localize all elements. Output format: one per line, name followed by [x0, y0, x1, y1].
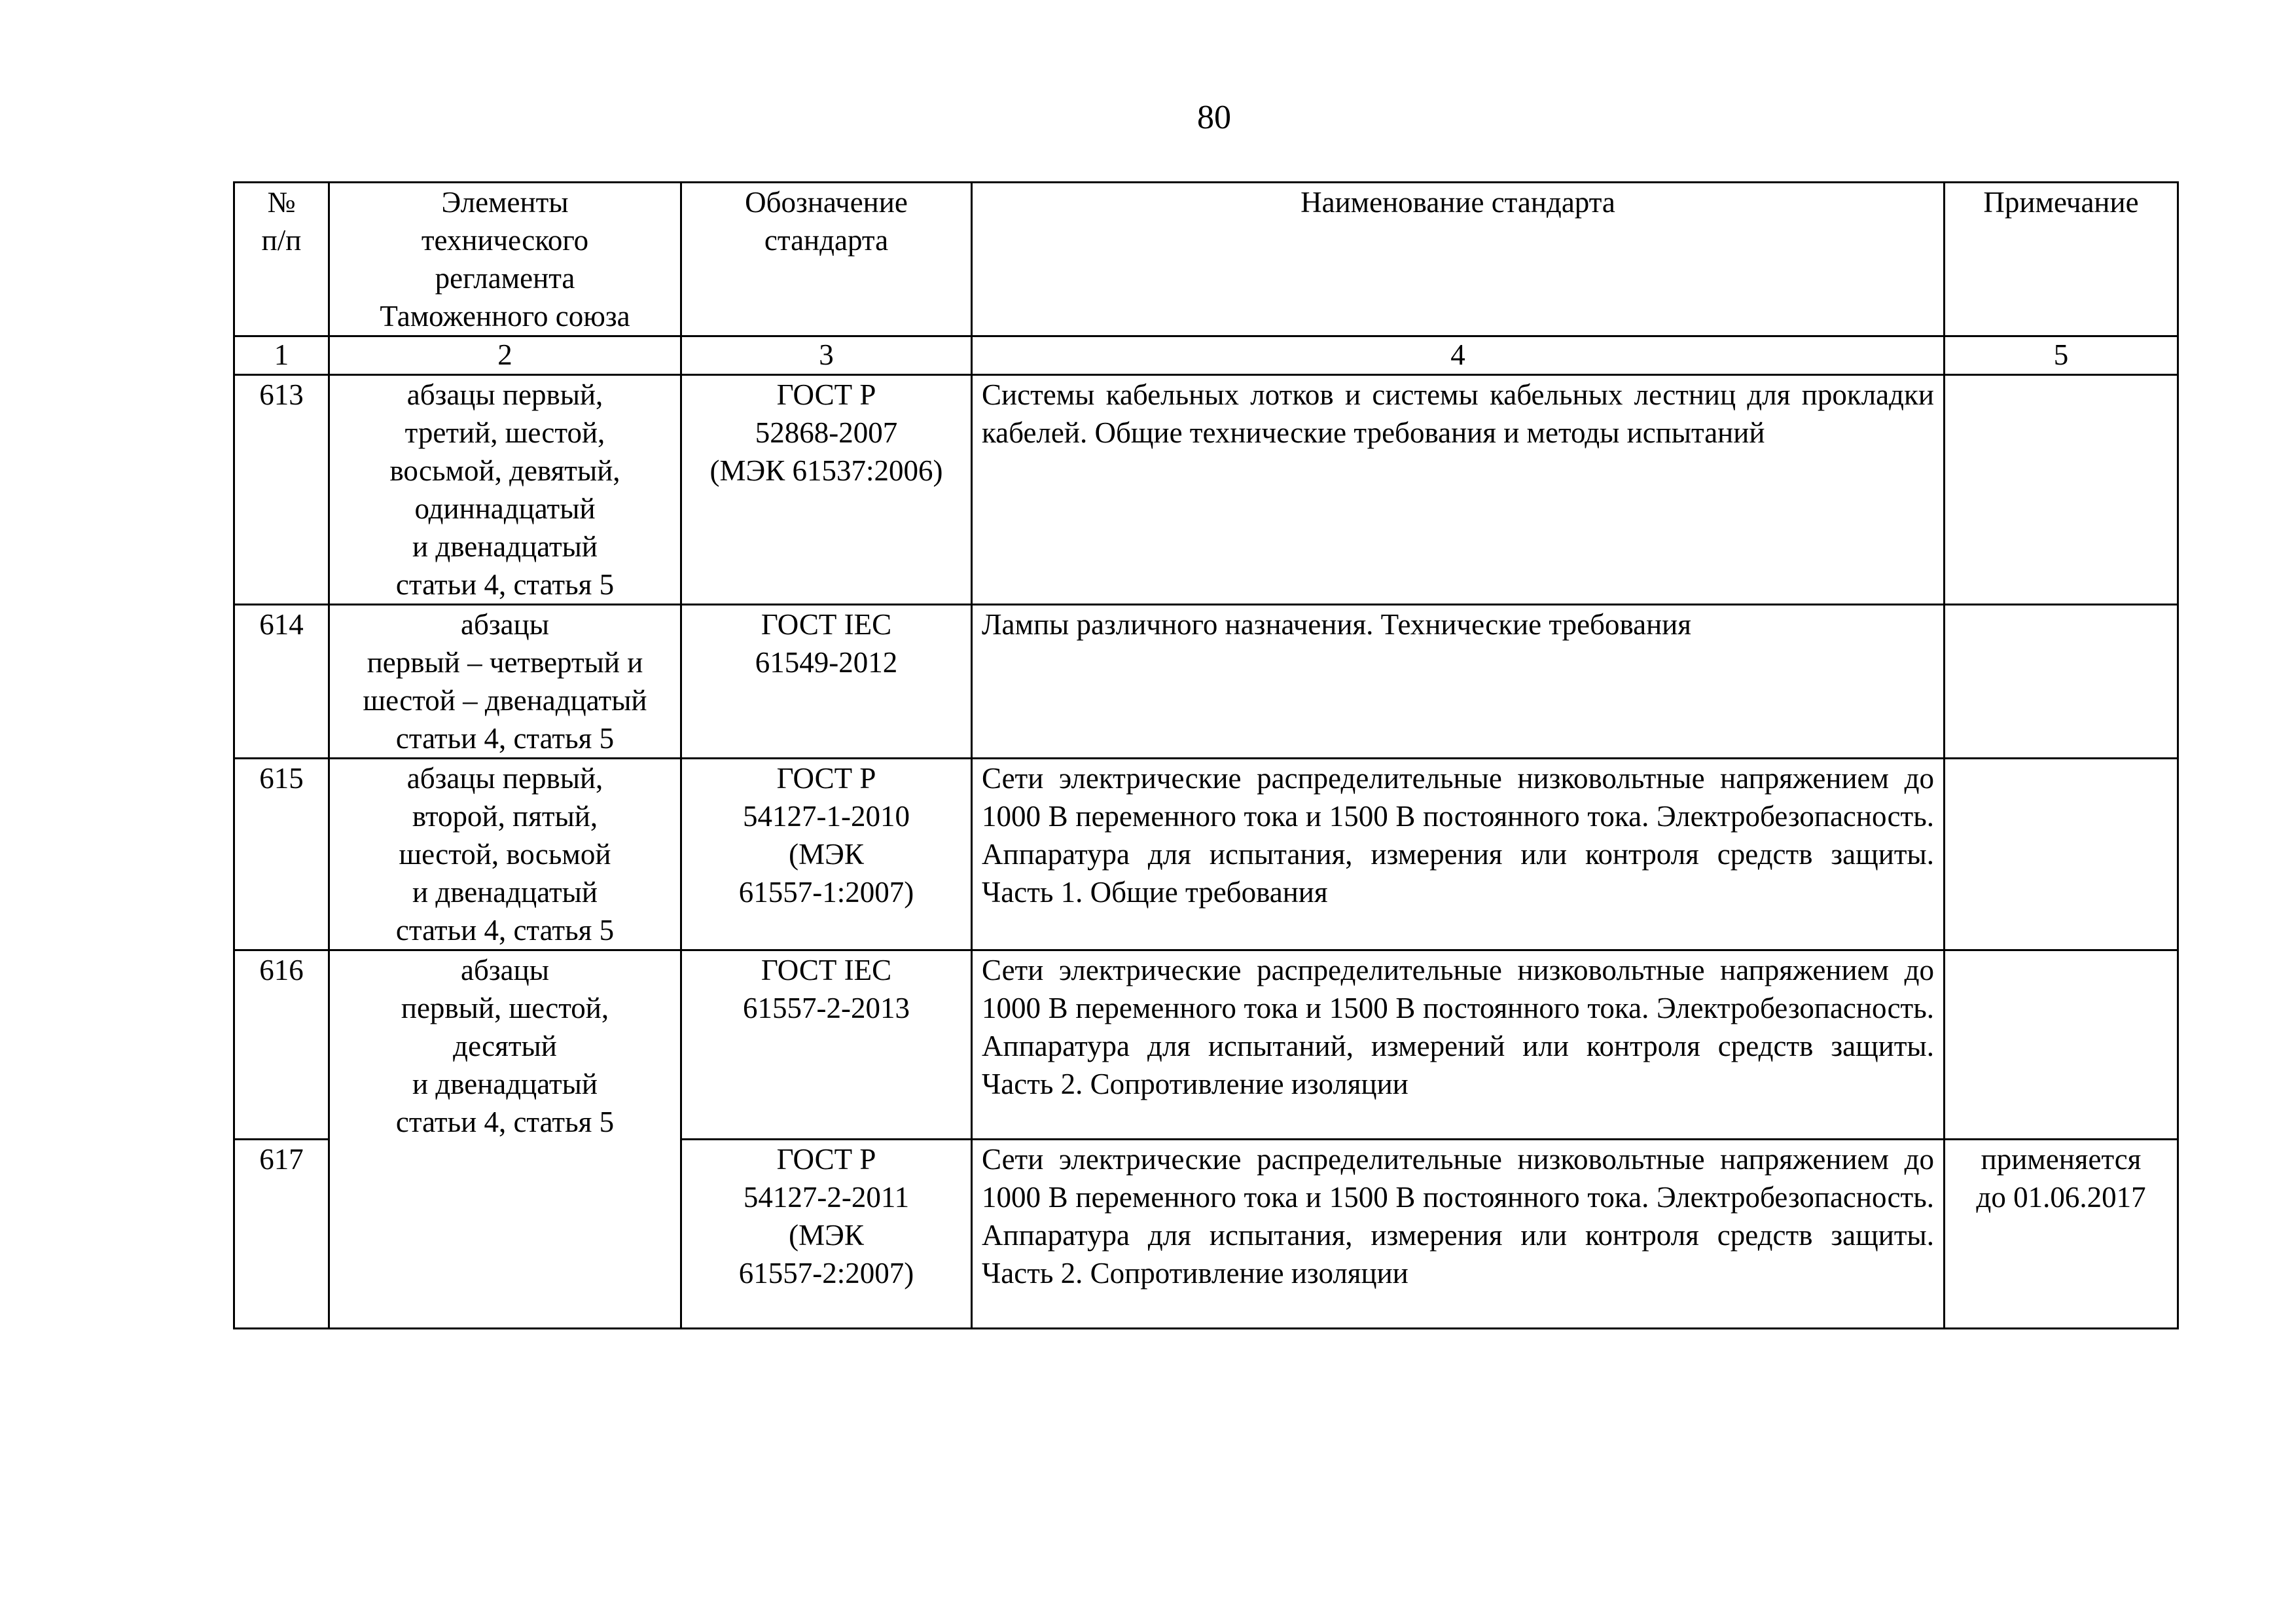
table-header-row [234, 183, 2178, 336]
column-number: 1 [234, 336, 329, 375]
row-standard-name: Сети электрические распределительные низковольтные напряжением до 1000 В переменного тока и 1500 В постоянного тока. Электробезопасность. Аппаратура для испытания, измерения или контроля средств защиты. Часть 1. Общие требования [972, 759, 1945, 950]
table-row [234, 375, 2178, 605]
column-number: 3 [681, 336, 972, 375]
header-note: Примечание [1945, 183, 2178, 336]
row-standard-name: Системы кабельных лотков и системы кабельных лестниц для прокладки кабелей. Общие технические требования и методы испытаний [972, 375, 1945, 605]
row-designation: ГОСТ IEC 61557-2-2013 [681, 950, 972, 1140]
header-designation: Обозначение стандарта [681, 183, 972, 336]
row-designation: ГОСТ Р 54127-1-2010 (МЭК 61557-1:2007) [681, 759, 972, 950]
column-number: 5 [1945, 336, 2178, 375]
row-standard-name: Сети электрические распределительные низковольтные напряжением до 1000 В переменного тока и 1500 В постоянного тока. Электробезопасность. Аппаратура для испытания, измерения или контроля средств защиты. Часть 2. Сопротивление изоляции [972, 1140, 1945, 1329]
table-row [234, 605, 2178, 759]
row-number: 617 [234, 1140, 329, 1329]
row-designation: ГОСТ IEC 61549-2012 [681, 605, 972, 759]
row-elements: абзацы первый – четвертый и шестой – двенадцатый статьи 4, статья 5 [329, 605, 681, 759]
header-standard-name: Наименование стандарта [972, 183, 1945, 336]
table-row [234, 950, 2178, 1140]
standards-table [233, 181, 2179, 1329]
row-standard-name: Сети электрические распределительные низковольтные напряжением до 1000 В переменного тока и 1500 В постоянного тока. Электробезопасность. Аппаратура для испытаний, измерений или контроля средств защиты. Часть 2. Сопротивление изоляции [972, 950, 1945, 1140]
row-elements: абзацы первый, второй, пятый, шестой, восьмой и двенадцатый статьи 4, статья 5 [329, 759, 681, 950]
row-note [1945, 375, 2178, 605]
column-number: 2 [329, 336, 681, 375]
row-number: 616 [234, 950, 329, 1140]
header-number: № п/п [234, 183, 329, 336]
row-number: 614 [234, 605, 329, 759]
row-designation: ГОСТ Р 52868-2007 (МЭК 61537:2006) [681, 375, 972, 605]
row-elements: абзацы первый, третий, шестой, восьмой, девятый, одиннадцатый и двенадцатый статьи 4, статья 5 [329, 375, 681, 605]
row-number: 613 [234, 375, 329, 605]
row-note [1945, 759, 2178, 950]
row-note [1945, 950, 2178, 1140]
column-number-row [234, 336, 2178, 375]
row-note [1945, 605, 2178, 759]
column-number: 4 [972, 336, 1945, 375]
row-note: применяется до 01.06.2017 [1945, 1140, 2178, 1329]
page-number: 80 [1197, 99, 1231, 136]
row-designation: ГОСТ Р 54127-2-2011 (МЭК 61557-2:2007) [681, 1140, 972, 1329]
row-elements: абзацы первый, шестой, десятый и двенадцатый статьи 4, статья 5 [329, 950, 681, 1329]
row-standard-name: Лампы различного назначения. Технические требования [972, 605, 1945, 759]
header-elements: Элементы технического регламента Таможенного союза [329, 183, 681, 336]
row-number: 615 [234, 759, 329, 950]
table-row [234, 759, 2178, 950]
